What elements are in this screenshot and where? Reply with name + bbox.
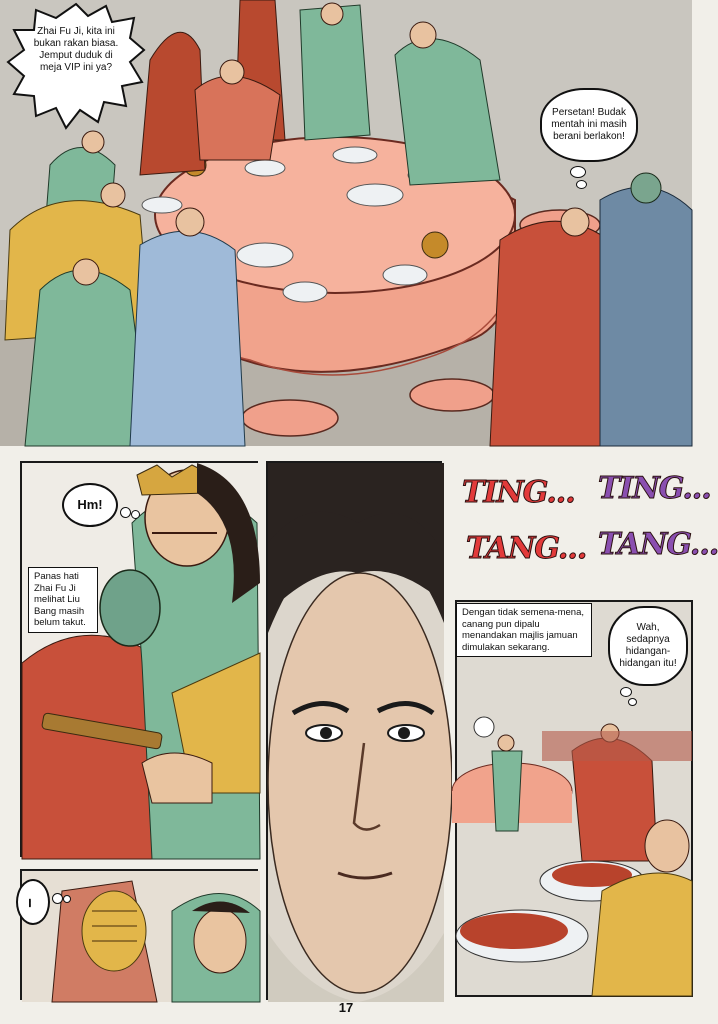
speech-bubble-ellipsis xyxy=(16,879,50,925)
panel-gong-feast xyxy=(452,461,718,1000)
speech-text-ellipsis: ...... xyxy=(26,897,40,906)
caption-text-canang: Dengan tidak semena-mena, canang pun dipalu menandakan majlis jamuan dimulakan sekarang. xyxy=(462,607,584,653)
thought-dot xyxy=(576,180,587,189)
thought-dot xyxy=(63,895,71,903)
thought-bubble-persetan xyxy=(540,88,638,162)
thought-dot xyxy=(620,687,632,697)
zhai-fu-ji-art xyxy=(22,463,260,859)
caption-panas-hati xyxy=(28,567,98,633)
sfx-ting-2: TING... xyxy=(598,471,711,506)
sfx-ting-1: TING... xyxy=(462,475,575,510)
speech-bubble-hm xyxy=(62,483,118,527)
liu-bang-face-art xyxy=(268,463,444,1002)
speech-text-zhai-invite: Zhai Fu Ji, kita ini bukan rakan biasa. Jemput duduk di meja VIP ini ya? xyxy=(33,26,119,73)
panel-banquet-table xyxy=(0,0,692,446)
speech-text-hm: Hm! xyxy=(77,497,103,512)
thought-dot xyxy=(52,893,63,904)
sfx-tang-1: TANG... xyxy=(466,531,587,566)
panel-silent-reaction xyxy=(20,869,258,1000)
reaction-art xyxy=(22,871,260,1002)
caption-text-panas-hati: Panas hati Zhai Fu Ji melihat Liu Bang masih belum takut. xyxy=(34,571,86,628)
panel-zhai-fu-ji xyxy=(20,461,258,857)
page-number: 17 xyxy=(338,1000,354,1015)
thought-dot xyxy=(131,510,140,519)
caption-canang xyxy=(456,603,592,657)
thought-bubble-wah xyxy=(608,606,688,686)
thought-dot xyxy=(628,698,637,706)
panel-liu-bang-closeup xyxy=(266,461,442,1000)
thought-dot xyxy=(570,166,586,178)
thought-text-persetan: Persetan! Budak mentah ini masih berani berlakon! xyxy=(551,107,627,142)
sfx-tang-2: TANG... xyxy=(598,527,718,562)
thought-dot xyxy=(120,507,131,518)
thought-text-wah: Wah, sedapnya hidangan-hidangan itu! xyxy=(619,622,677,669)
